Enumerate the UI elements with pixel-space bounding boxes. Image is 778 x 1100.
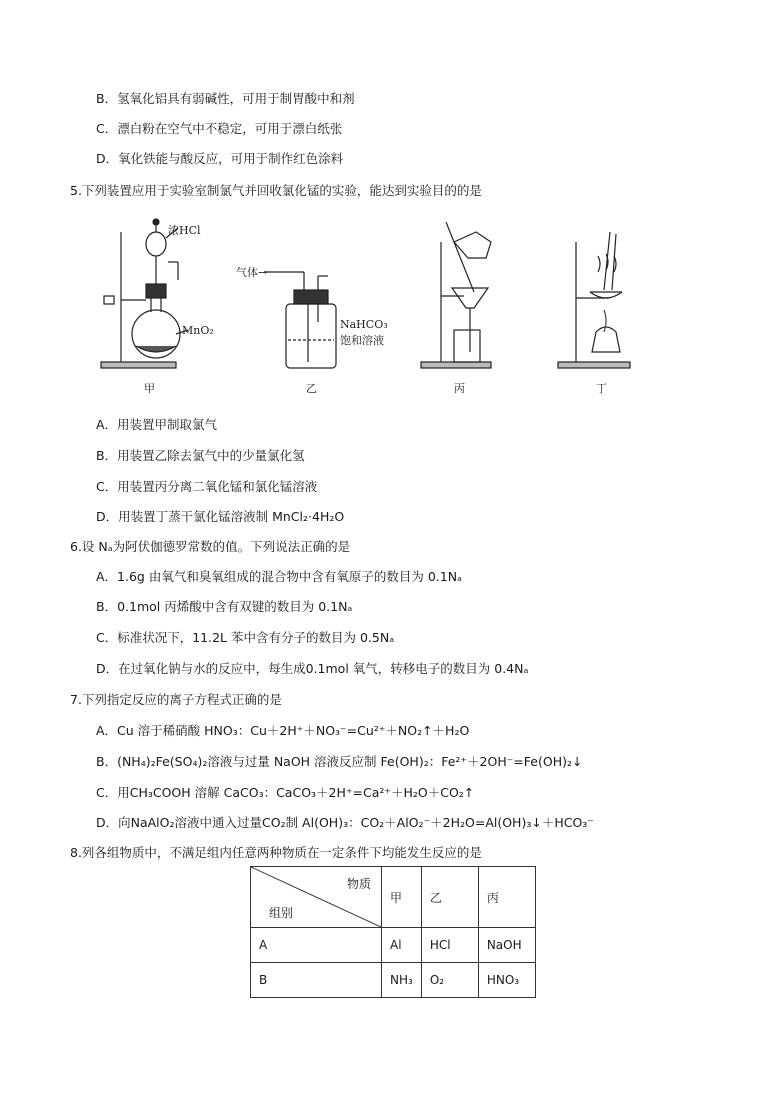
caption-bing: 丙 bbox=[454, 382, 465, 395]
caption-yi: 乙 bbox=[306, 382, 317, 395]
table-row bbox=[251, 963, 536, 998]
table-cell: HCl bbox=[421, 928, 478, 963]
table-row-group: B bbox=[251, 963, 382, 998]
table-cell: NaOH bbox=[478, 928, 535, 963]
label-conc-hcl: 浓HCl bbox=[168, 224, 201, 237]
caption-jia: 甲 bbox=[144, 382, 155, 395]
q8-table bbox=[250, 866, 536, 998]
table-cell: NH₃ bbox=[382, 963, 422, 998]
q6-option-a: A．1.6g 由氧气和臭氧组成的混合物中含有氧原子的数目为 0.1Nₐ bbox=[96, 569, 462, 584]
apparatus-yi bbox=[264, 272, 336, 368]
table-header-cell: 乙 bbox=[421, 867, 478, 928]
q6-option-c: C．标准状况下，11.2L 苯中含有分子的数目为 0.5Nₐ bbox=[96, 630, 395, 645]
q5-option-a: A．用装置甲制取氯气 bbox=[96, 417, 218, 432]
apparatus-ding bbox=[558, 232, 630, 368]
table-cell: O₂ bbox=[421, 963, 478, 998]
table-header-row bbox=[251, 867, 536, 928]
q4-option-d: D．氧化铁能与酸反应，可用于制作红色涂料 bbox=[96, 151, 344, 166]
q6-option-d: D．在过氧化钠与水的反应中，每生成0.1mol 氧气，转移电子的数目为 0.4Nₐ bbox=[96, 661, 529, 676]
table-cell: Al bbox=[382, 928, 422, 963]
label-saturated-solution: 饱和溶液 bbox=[340, 334, 384, 347]
q4-option-c: C．漂白粉在空气中不稳定，可用于漂白纸张 bbox=[96, 121, 343, 136]
q4-option-b: B．氢氧化铝具有弱碱性，可用于制胃酸中和剂 bbox=[96, 91, 355, 106]
q7-option-b: B．(NH₄)₂Fe(SO₄)₂溶液与过量 NaOH 溶液反应制 Fe(OH)₂：Fe²⁺＋2OH⁻=Fe(OH)₂↓ bbox=[96, 754, 583, 769]
corner-label-substance: 物质 bbox=[346, 877, 371, 891]
q7-option-d: D．向NaAlO₂溶液中通入过量CO₂制 Al(OH)₃：CO₂＋AlO₂⁻＋2H₂O=Al(OH)₃↓＋HCO₃⁻ bbox=[96, 815, 594, 830]
q8-stem: 8.列各组物质中，不满足组内任意两种物质在一定条件下均能发生反应的是 bbox=[70, 845, 482, 860]
apparatus-jia bbox=[101, 219, 188, 368]
q5-stem: 5.下列装置应用于实验室制氯气并回收氯化锰的实验，能达到实验目的的是 bbox=[70, 183, 482, 198]
label-mno2: MnO₂ bbox=[182, 324, 214, 337]
q6-option-b: B．0.1mol 丙烯酸中含有双键的数目为 0.1Nₐ bbox=[96, 599, 353, 614]
q7-option-c: C．用CH₃COOH 溶解 CaCO₃：CaCO₃＋2H⁺=Ca²⁺＋H₂O＋CO₂↑ bbox=[96, 785, 475, 800]
table-corner-cell bbox=[251, 867, 382, 928]
caption-ding: 丁 bbox=[596, 382, 607, 395]
table-cell: HNO₃ bbox=[478, 963, 535, 998]
q5-option-d: D．用装置丁蒸干氯化锰溶液制 MnCl₂·4H₂O bbox=[96, 509, 345, 524]
q7-option-a: A．Cu 溶于稀硝酸 HNO₃：Cu＋2H⁺＋NO₃⁻=Cu²⁺＋NO₂↑＋H₂O bbox=[96, 723, 470, 738]
corner-label-group: 组别 bbox=[269, 906, 294, 920]
table-header-cell: 甲 bbox=[382, 867, 422, 928]
table-header-cell: 丙 bbox=[478, 867, 535, 928]
table-row bbox=[251, 928, 536, 963]
q6-stem: 6.设 Nₐ为阿伏伽德罗常数的值。下列说法正确的是 bbox=[70, 539, 351, 554]
apparatus-figure bbox=[96, 212, 656, 402]
apparatus-bing bbox=[421, 222, 491, 368]
label-nahco3: NaHCO₃ bbox=[340, 318, 388, 331]
label-gas-inlet: 气体→ bbox=[236, 266, 268, 279]
apparatus-drawing bbox=[96, 212, 656, 402]
q5-option-b: B．用装置乙除去氯气中的少量氯化氢 bbox=[96, 448, 305, 463]
table-row-group: A bbox=[251, 928, 382, 963]
q7-stem: 7.下列指定反应的离子方程式正确的是 bbox=[70, 692, 282, 707]
q5-option-c: C．用装置丙分离二氧化锰和氯化锰溶液 bbox=[96, 479, 318, 494]
